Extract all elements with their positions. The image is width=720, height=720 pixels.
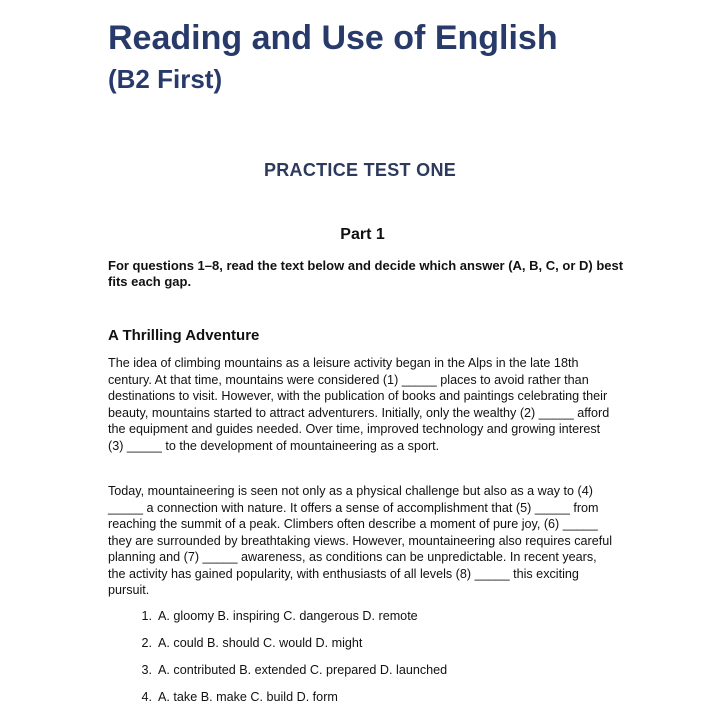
option-text: A. contributed B. extended C. prepared D. launched [158, 663, 448, 677]
article-paragraph-2: Today, mountaineering is seen not only as a physical challenge but also as a way to (4) _____ a connection with nature. It offers a sense of accomplishment that (5) _____ from reaching the summit of a peak. Climbers often describe a moment of pure joy, (6) _____ they are surrounded by breathtaking views. However, mountaineering also requires careful planning and (7) _____ awareness, as conditions can be unpredictable. In recent years, the activity has gained popularity, with enthusiasts of all levels (8) _____ this exciting pursuit. [108, 484, 613, 597]
option-text: A. take B. make C. build D. form [158, 690, 338, 704]
article-heading: A Thrilling Adventure [108, 327, 260, 344]
answer-option [108, 635, 447, 662]
option-number: 1. [141, 609, 152, 623]
answer-option [108, 662, 447, 689]
option-number: 2. [141, 636, 152, 650]
option-text: A. gloomy B. inspiring C. dangerous D. remote [158, 609, 418, 623]
option-number: 3. [141, 663, 152, 677]
answer-option [108, 608, 447, 635]
article-paragraph-1: The idea of climbing mountains as a leisure activity began in the Alps in the late 18th century. At that time, mountains were considered (1) _____ places to avoid rather than destinations to visit. However, with the publication of books and paintings celebrating their beauty, mountains started to attract adventurers. Initially, only the wealthy (2) _____ afford the equipment and guides needed. Over time, improved technology and growing interest (3) _____ to the development of mountaineering as a sport. [108, 356, 610, 453]
document-title: Reading and Use of English [108, 19, 558, 57]
answer-options-list [108, 608, 447, 716]
part-title: Part 1 [340, 226, 385, 243]
option-number: 4. [141, 690, 152, 704]
option-text: A. could B. should C. would D. might [158, 636, 363, 650]
answer-option [108, 689, 447, 716]
document-subtitle: (B2 First) [108, 64, 223, 94]
test-title: PRACTICE TEST ONE [263, 160, 457, 180]
instructions: For questions 1–8, read the text below and decide which answer (A, B, C, or D) best fits each gap. [108, 258, 624, 289]
